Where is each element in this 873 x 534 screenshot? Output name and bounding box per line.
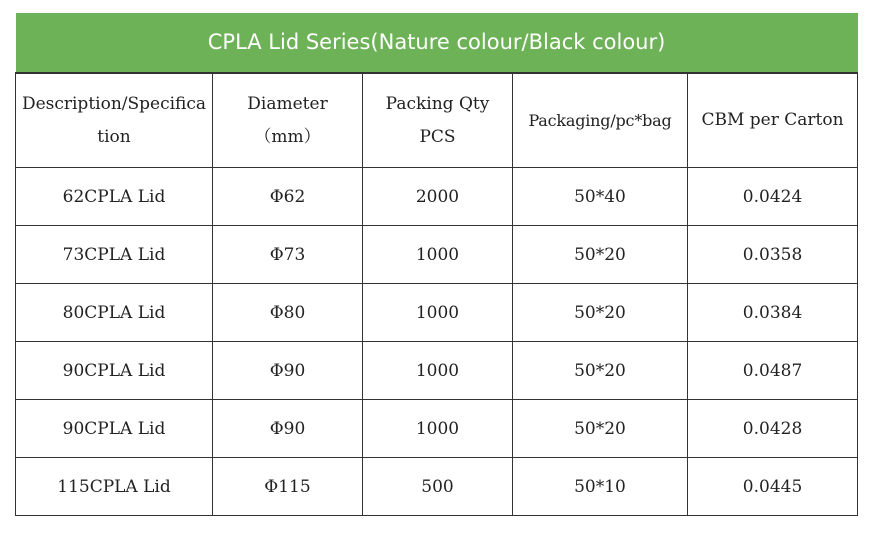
cell-packing-qty: 1000: [363, 226, 513, 284]
table-row: [16, 168, 858, 226]
cpla-lid-spec-table: [15, 13, 858, 516]
table-title-row: [16, 13, 858, 73]
cell-cbm: 0.0445: [688, 458, 858, 516]
cell-packaging: 50*20: [513, 342, 688, 400]
cell-cbm: 0.0384: [688, 284, 858, 342]
cell-diameter: Φ90: [213, 342, 363, 400]
table-row: [16, 342, 858, 400]
cell-cbm: 0.0358: [688, 226, 858, 284]
cell-packing-qty: 1000: [363, 342, 513, 400]
cell-description: 80CPLA Lid: [16, 284, 213, 342]
cell-description: 73CPLA Lid: [16, 226, 213, 284]
cell-packing-qty: 1000: [363, 400, 513, 458]
cell-description: 115CPLA Lid: [16, 458, 213, 516]
header-packing-qty: [363, 73, 513, 168]
cell-packaging: 50*20: [513, 400, 688, 458]
cell-packaging: 50*20: [513, 226, 688, 284]
cell-cbm: 0.0424: [688, 168, 858, 226]
cell-description: 90CPLA Lid: [16, 400, 213, 458]
cell-cbm: 0.0428: [688, 400, 858, 458]
cell-diameter: Φ73: [213, 226, 363, 284]
cell-diameter: Φ90: [213, 400, 363, 458]
header-diameter-line1: Diameter: [247, 93, 328, 114]
header-packaging: Packaging/pc*bag: [513, 73, 688, 168]
table-row: [16, 284, 858, 342]
table-row: [16, 226, 858, 284]
cell-diameter: Φ62: [213, 168, 363, 226]
cell-diameter: Φ115: [213, 458, 363, 516]
header-description: Description/Specification: [16, 73, 213, 168]
header-row: [16, 73, 858, 168]
product-table-container: [15, 13, 857, 516]
cell-packaging: 50*40: [513, 168, 688, 226]
cell-packing-qty: 500: [363, 458, 513, 516]
cell-packaging: 50*10: [513, 458, 688, 516]
header-packing-line1: Packing Qty: [385, 93, 490, 114]
cell-description: 62CPLA Lid: [16, 168, 213, 226]
table-title: CPLA Lid Series(Nature colour/Black colour): [16, 13, 858, 73]
table-row: [16, 458, 858, 516]
cell-packaging: 50*20: [513, 284, 688, 342]
header-diameter: [213, 73, 363, 168]
cell-description: 90CPLA Lid: [16, 342, 213, 400]
cell-cbm: 0.0487: [688, 342, 858, 400]
header-packing-line2: PCS: [419, 126, 456, 147]
cell-diameter: Φ80: [213, 284, 363, 342]
table-row: [16, 400, 858, 458]
header-diameter-line2: （mm）: [254, 126, 321, 147]
header-cbm: CBM per Carton: [688, 73, 858, 168]
cell-packing-qty: 1000: [363, 284, 513, 342]
cell-packing-qty: 2000: [363, 168, 513, 226]
